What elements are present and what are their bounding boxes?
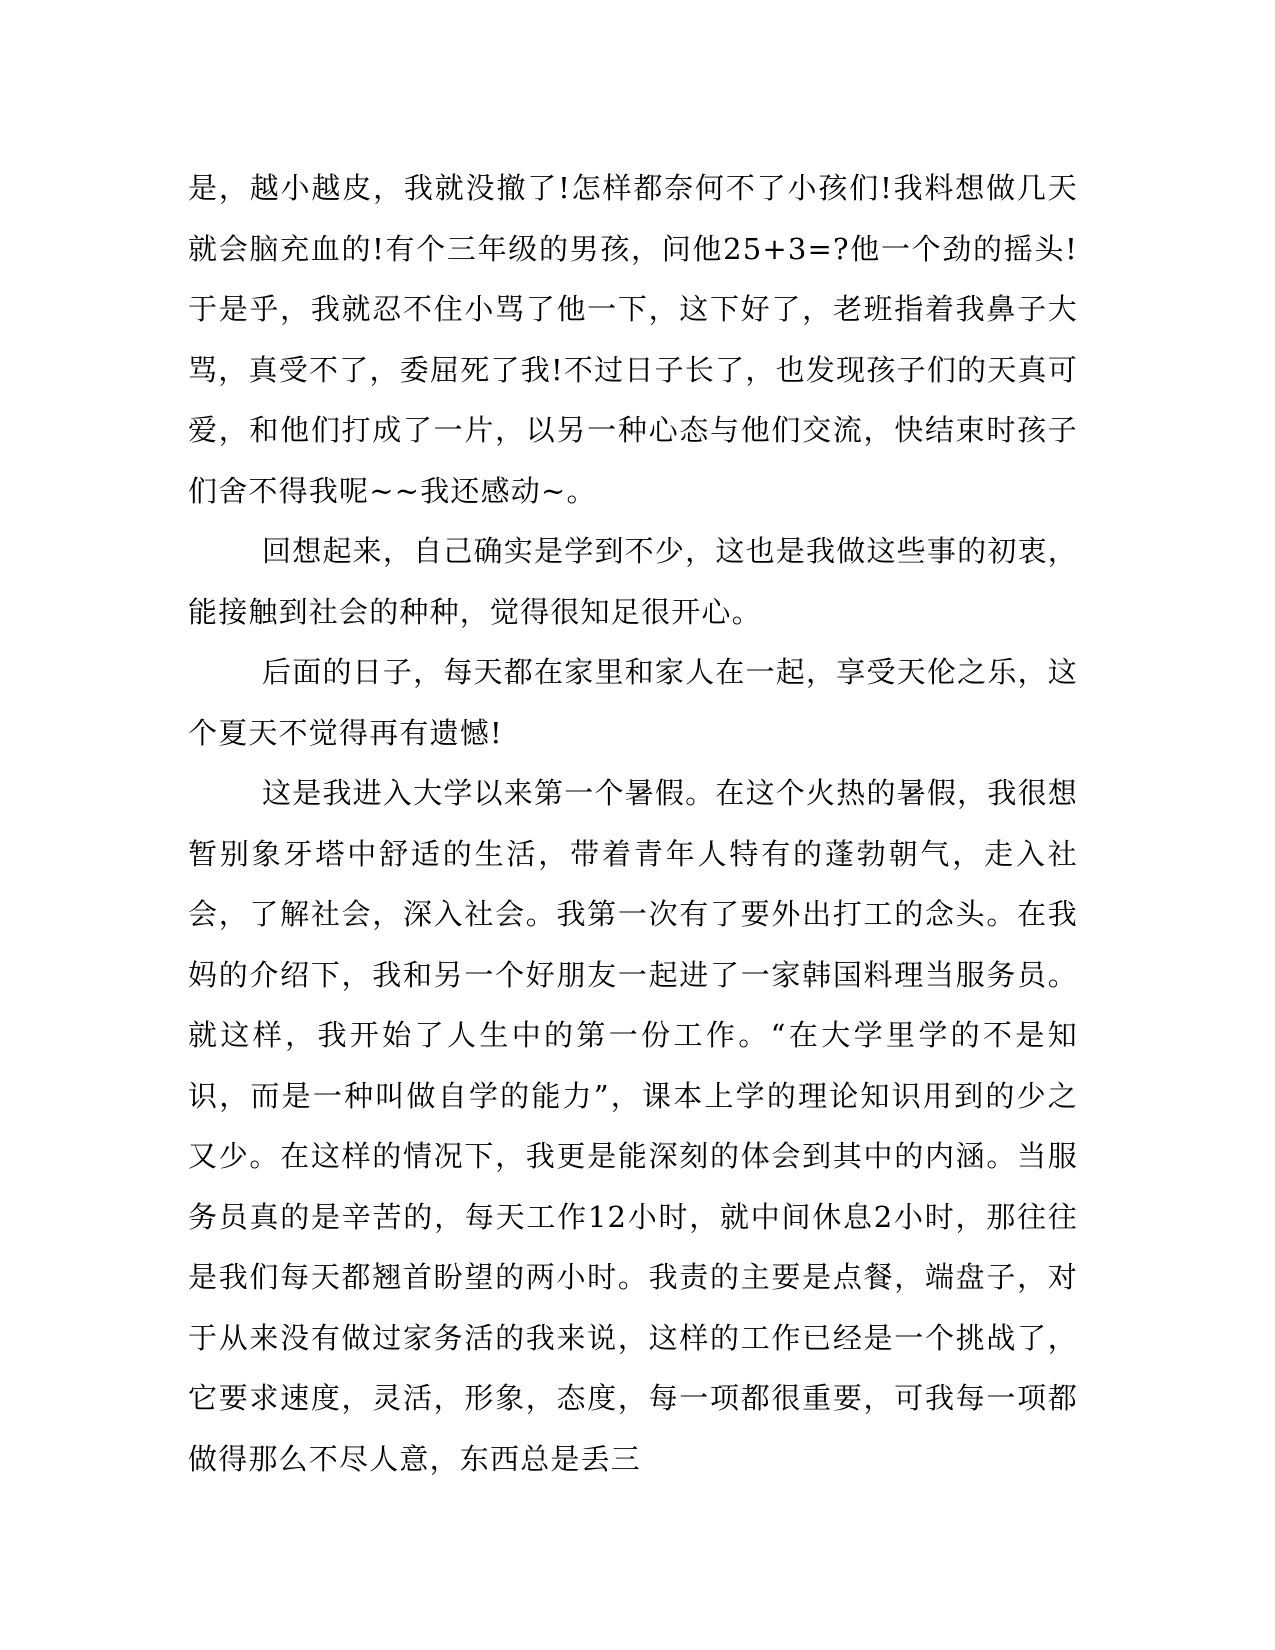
paragraph-2: 回想起来，自己确实是学到不少，这也是我做这些事的初衷，能接触到社会的种种，觉得很知足很开心。: [188, 534, 1078, 629]
body-text: [188, 158, 1078, 1489]
paragraph-1: 是，越小越皮，我就没撤了!怎样都奈何不了小孩们!我料想做几天就会脑充血的!有个三年级的男孩，问他25+3=?他一个劲的摇头!于是乎，我就忍不住小骂了他一下，这下好了，老班指着我鼻子大骂，真受不了，委屈死了我!不过日子长了，也发现孩子们的天真可爱，和他们打成了一片，以另一种心态与他们交流，快结束时孩子们舍不得我呢~~我还感动~。: [188, 171, 1078, 508]
paragraph-4: 这是我进入大学以来第一个暑假。在这个火热的暑假，我很想暂别象牙塔中舒适的生活，带着青年人特有的蓬勃朝气，走入社会，了解社会，深入社会。我第一次有了要外出打工的念头。在我妈的介绍下，我和另一个好朋友一起进了一家韩国料理当服务员。就这样，我开始了人生中的第一份工作。“在大学里学的不是知识，而是一种叫做自学的能力”，课本上学的理论知识用到的少之又少。在这样的情况下，我更是能深刻的体会到其中的内涵。当服务员真的是辛苦的，每天工作12小时，就中间休息2小时，那往往是我们每天都翘首盼望的两小时。我责的主要是点餐，端盘子，对于从来没有做过家务活的我来说，这样的工作已经是一个挑战了，它要求速度，灵活，形象，态度，每一项都很重要，可我每一项都做得那么不尽人意，东西总是丢三: [188, 776, 1078, 1476]
paragraph-3: 后面的日子，每天都在家里和家人在一起，享受天伦之乐，这个夏天不觉得再有遗憾!: [188, 655, 1078, 750]
